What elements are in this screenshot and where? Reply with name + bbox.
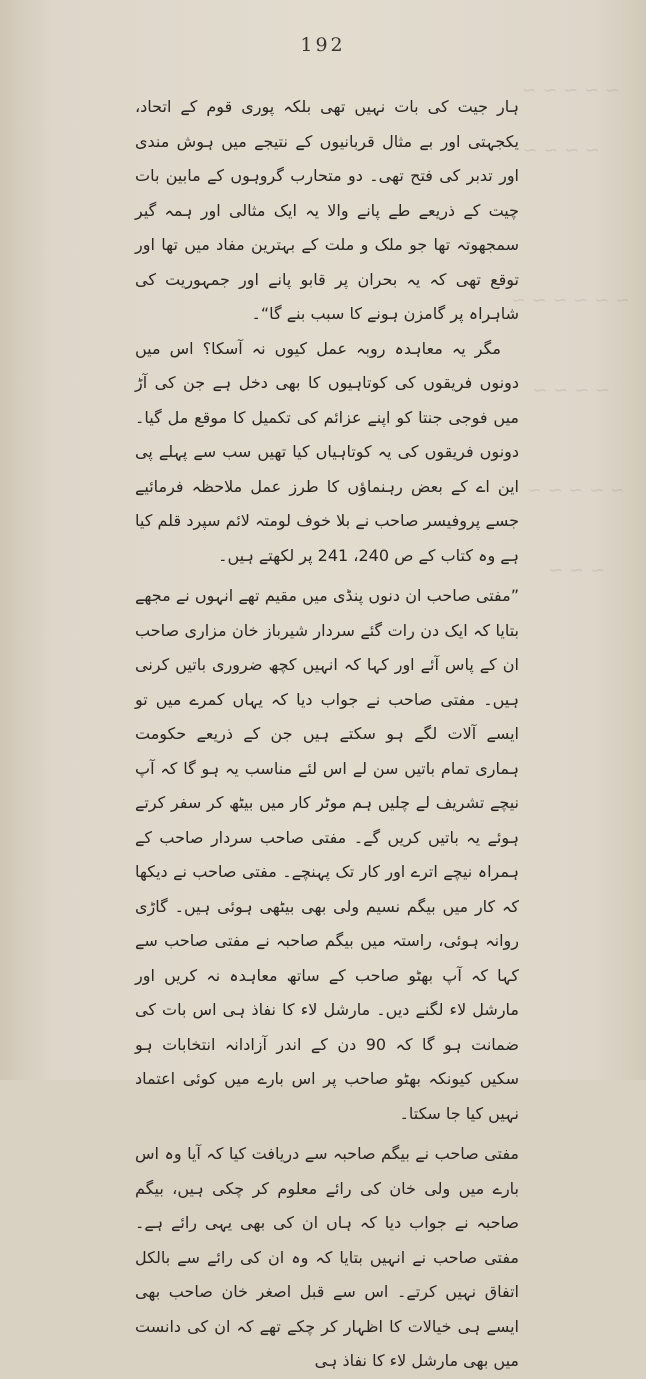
page-number: 192 bbox=[300, 34, 346, 56]
paragraph: مگر یہ معاہدہ روبہ عمل کیوں نہ آسکا؟ اس میں دونوں فریقوں کی کوتاہیوں کا بھی دخل ہے جن کی آڑ میں فوجی جنتا کو اپنے عزائم کی تکمیل کا موقع مل گیا۔ دونوں فریقوں کی یہ کوتاہیاں کیا تھیں سب سے پہلے پی این اے کے بعض رہنماؤں کا طرز عمل ملاحظہ فرمائیے جسے پروفیسر صاحب نے بلا خوف لومتہ لائم سپرد قلم کیا ہے وہ کتاب کے ص 240، 241 پر لکھتے ہیں۔ bbox=[135, 338, 519, 565]
show-through-text: ~ ~ ~ ~ ~ ~ ~ ~ ~ ~ ~ ~ ~ ~ ~ ~ ~ ~ ~ ~ ~ ~ ~ ~ ~ ~ ~ bbox=[510, 80, 630, 581]
body-text bbox=[135, 90, 519, 1379]
paragraph: ہار جیت کی بات نہیں تھی بلکہ پوری قوم کے اتحاد، یکجہتی اور بے مثال قربانیوں کے نتیجے میں ہوش مندی اور تدبر کی فتح تھی۔ دو متحارب گروہوں کے مابین بات چیت کے ذریعے طے پانے والا یہ ایک مثالی اور ہمہ گیر سمجھوتہ تھا جو ملک و ملت کے بہترین مفاد میں تھا اور توقع تھی کہ یہ بحران پر قابو پانے اور جمہوریت کی شاہراہ پر گامزن ہونے کا سبب بنے گا“۔ bbox=[135, 97, 519, 323]
paragraph: مفتی صاحب نے بیگم صاحبہ سے دریافت کیا کہ آیا وہ اس بارے میں ولی خان کی رائے معلوم کر چکی ہیں، بیگم صاحبہ نے جواب دیا کہ ہاں ان کی بھی یہی رائے ہے۔ مفتی صاحب نے انہیں بتایا کہ وہ ان کی رائے سے بالکل اتفاق نہیں کرتے۔ اس سے قبل اصغر خان صاحب بھی ایسے ہی خیالات کا اظہار کر چکے تھے کہ ان کی دانست میں بھی مارشل لاء کا نفاذ ہی bbox=[135, 1144, 519, 1370]
quoted-paragraph: ”مفتی صاحب ان دنوں پنڈی میں مقیم تھے انہوں نے مجھے بتایا کہ ایک دن رات گئے سردار شیرباز خان مزاری صاحب ان کے پاس آئے اور کہا کہ انہیں کچھ ضروری باتیں کرنی ہیں۔ مفتی صاحب نے جواب دیا کہ یہاں کمرے میں تو ایسے آلات لگے ہو سکتے ہیں جن کے ذریعے حکومت ہماری تمام باتیں سن لے اس لئے مناسب یہ ہو گا کہ آپ نیچے تشریف لے چلیں ہم موٹر کار میں بیٹھ کر سفر کرتے ہوئے یہ باتیں کریں گے۔ مفتی صاحب سردار صاحب کے ہمراہ نیچے اترے اور کار تک پہنچے۔ مفتی صاحب نے دیکھا کہ کار میں بیگم نسیم ولی بھی بیٹھی ہوئی ہیں۔ گاڑی روانہ ہوئی، راستہ میں بیگم صاحبہ نے مفتی صاحب سے کہا کہ آپ بھٹو صاحب کے ساتھ معاہدہ نہ کریں اور مارشل لاء لگنے دیں۔ مارشل لاء کا نفاذ ہی اس بات کی ضمانت ہو گا کہ 90 دن کے اندر آزادانہ انتخابات ہو سکیں کیونکہ بھٹو صاحب پر اس بارے میں کوئی اعتماد نہیں کیا جا سکتا۔ bbox=[135, 586, 519, 1123]
